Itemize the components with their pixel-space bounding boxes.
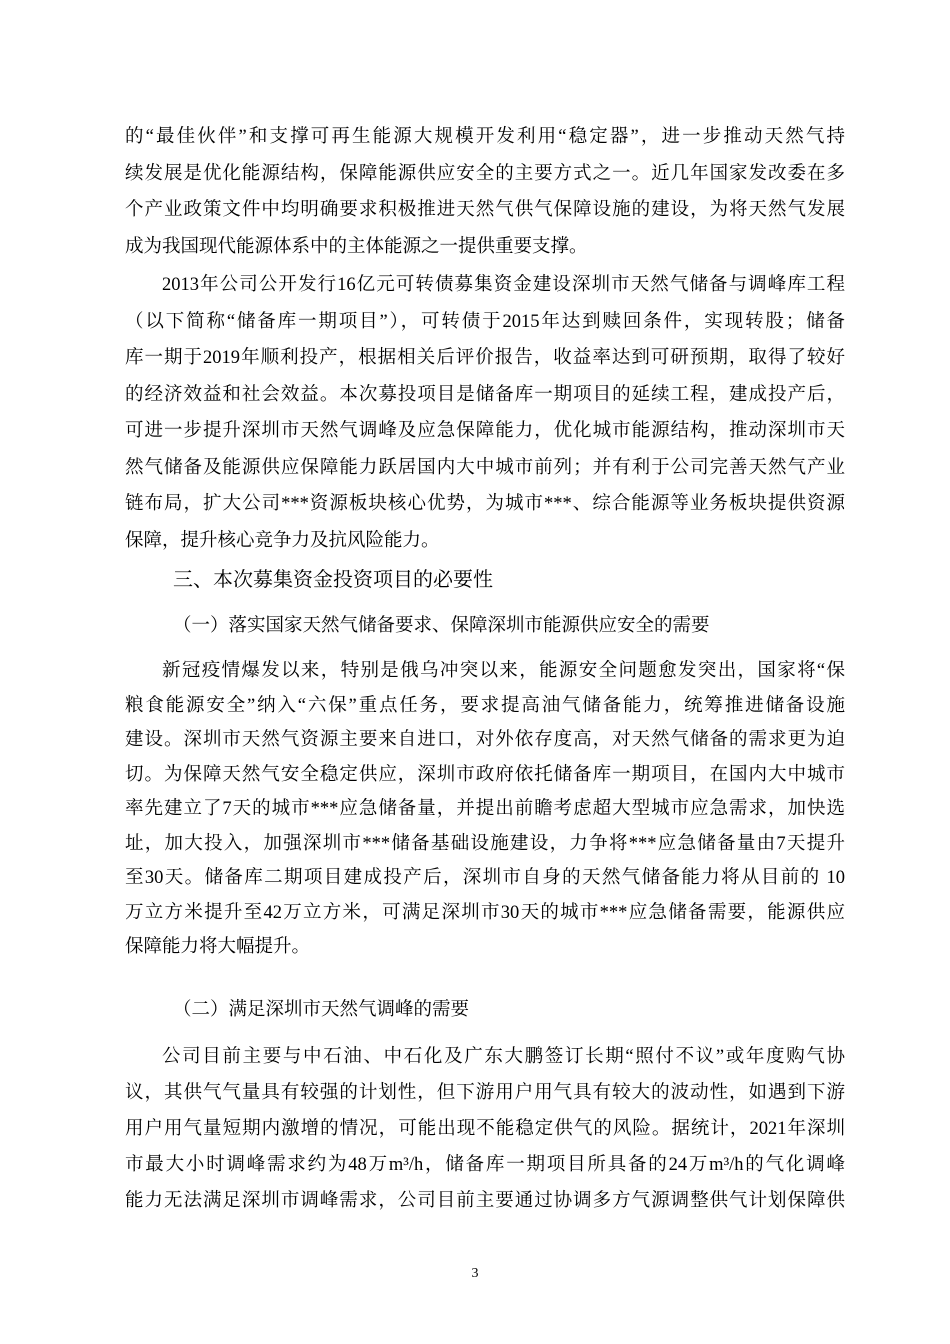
paragraph-4 <box>125 1039 845 1219</box>
text-line: 2013年公司公开发行16亿元可转债募集资金建设深圳市天然气储备与调峰库工程 <box>162 275 845 295</box>
text-line: 保障，提升核心竞争力及抗风险能力。 <box>125 530 440 551</box>
text-line: 用户用气量短期内激增的情况，可能出现不能稳定供气的风险。据统计，2021年深圳 <box>125 1119 845 1139</box>
text-line: 新冠疫情爆发以来，特别是俄乌冲突以来，能源安全问题愈发突出，国家将“保 <box>162 661 845 681</box>
paragraph-2 <box>125 267 845 559</box>
text-line: 库一期于2019年顺利投产，根据相关后评价报告，收益率达到可研预期，取得了较好 <box>125 348 845 368</box>
text-line: 可进一步提升深圳市天然气调峰及应急保障能力，优化城市能源结构，推动深圳市天 <box>125 421 845 441</box>
text-line: 链布局，扩大公司***资源板块核心优势，为城市***、综合能源等业务板块提供资源 <box>125 494 845 514</box>
text-line: 建设。深圳市天然气资源主要来自进口，对外依存度高，对天然气储备的需求更为迫 <box>125 730 845 750</box>
text-line: 然气储备及能源供应保障能力跃居国内大中城市前列；并有利于公司完善天然气产业 <box>125 457 845 478</box>
text-line: 切。为保障天然气安全稳定供应，深圳市政府依托储备库一期项目，在国内大中城市 <box>125 764 845 785</box>
text-line: 公司目前主要与中石油、中石化及广东大鹏签订长期“照付不议”或年度购气协 <box>162 1047 845 1067</box>
text-line: 市最大小时调峰需求约为48万m³/h，储备库一期项目所具备的24万m³/h的气化调峰 <box>125 1155 845 1175</box>
subsection-heading-1: （一）落实国家天然气储备要求、保障深圳市能源供应安全的需要 <box>173 616 710 636</box>
text-line: 议，其供气气量具有较强的计划性，但下游用户用气具有较大的波动性，如遇到下游 <box>125 1083 845 1103</box>
text-line: 成为我国现代能源体系中的主体能源之一提供重要支撑。 <box>125 236 588 257</box>
paragraph-3 <box>125 654 845 965</box>
text-line: 的“最佳伙伴”和支撑可再生能源大规模开发利用“稳定器”，进一步推动天然气持 <box>125 127 845 147</box>
text-line: 个产业政策文件中均明确要求积极推进天然气供气保障设施的建设，为将天然气发展 <box>125 200 845 220</box>
text-line: 率先建立了7天的城市***应急储备量，并提出前瞻考虑超大型城市应急需求，加快选 <box>125 799 845 819</box>
text-line: 的经济效益和社会效益。本次募投项目是储备库一期项目的延续工程，建成投产后， <box>125 384 845 405</box>
subsection-heading-2: （二）满足深圳市天然气调峰的需要 <box>173 1000 470 1020</box>
text-line: 能力无法满足深圳市调峰需求，公司目前主要通过协调多方气源调整供气计划保障供 <box>125 1191 845 1211</box>
text-line: 粮食能源安全”纳入“六保”重点任务，要求提高油气储备能力，统筹推进储备设施 <box>125 695 845 716</box>
text-line: 至30天。储备库二期项目建成投产后，深圳市自身的天然气储备能力将从目前的 10 <box>125 868 845 888</box>
text-line: （以下简称“储备库一期项目”），可转债于2015年达到赎回条件，实现转股；储备 <box>125 311 845 332</box>
paragraph-1 <box>125 119 845 265</box>
text-line: 址，加大投入，加强深圳市***储备基础设施建设，力争将***应急储备量由7天提升 <box>125 833 845 854</box>
page-number: 3 <box>471 1266 479 1281</box>
text-line: 万立方米提升至42万立方米，可满足深圳市30天的城市***应急储备需要，能源供应 <box>125 902 845 923</box>
section-heading: 三、本次募集资金投资项目的必要性 <box>173 569 493 591</box>
text-line: 续发展是优化能源结构，保障能源供应安全的主要方式之一。近几年国家发改委在多 <box>125 163 845 184</box>
text-line: 保障能力将大幅提升。 <box>125 937 311 957</box>
